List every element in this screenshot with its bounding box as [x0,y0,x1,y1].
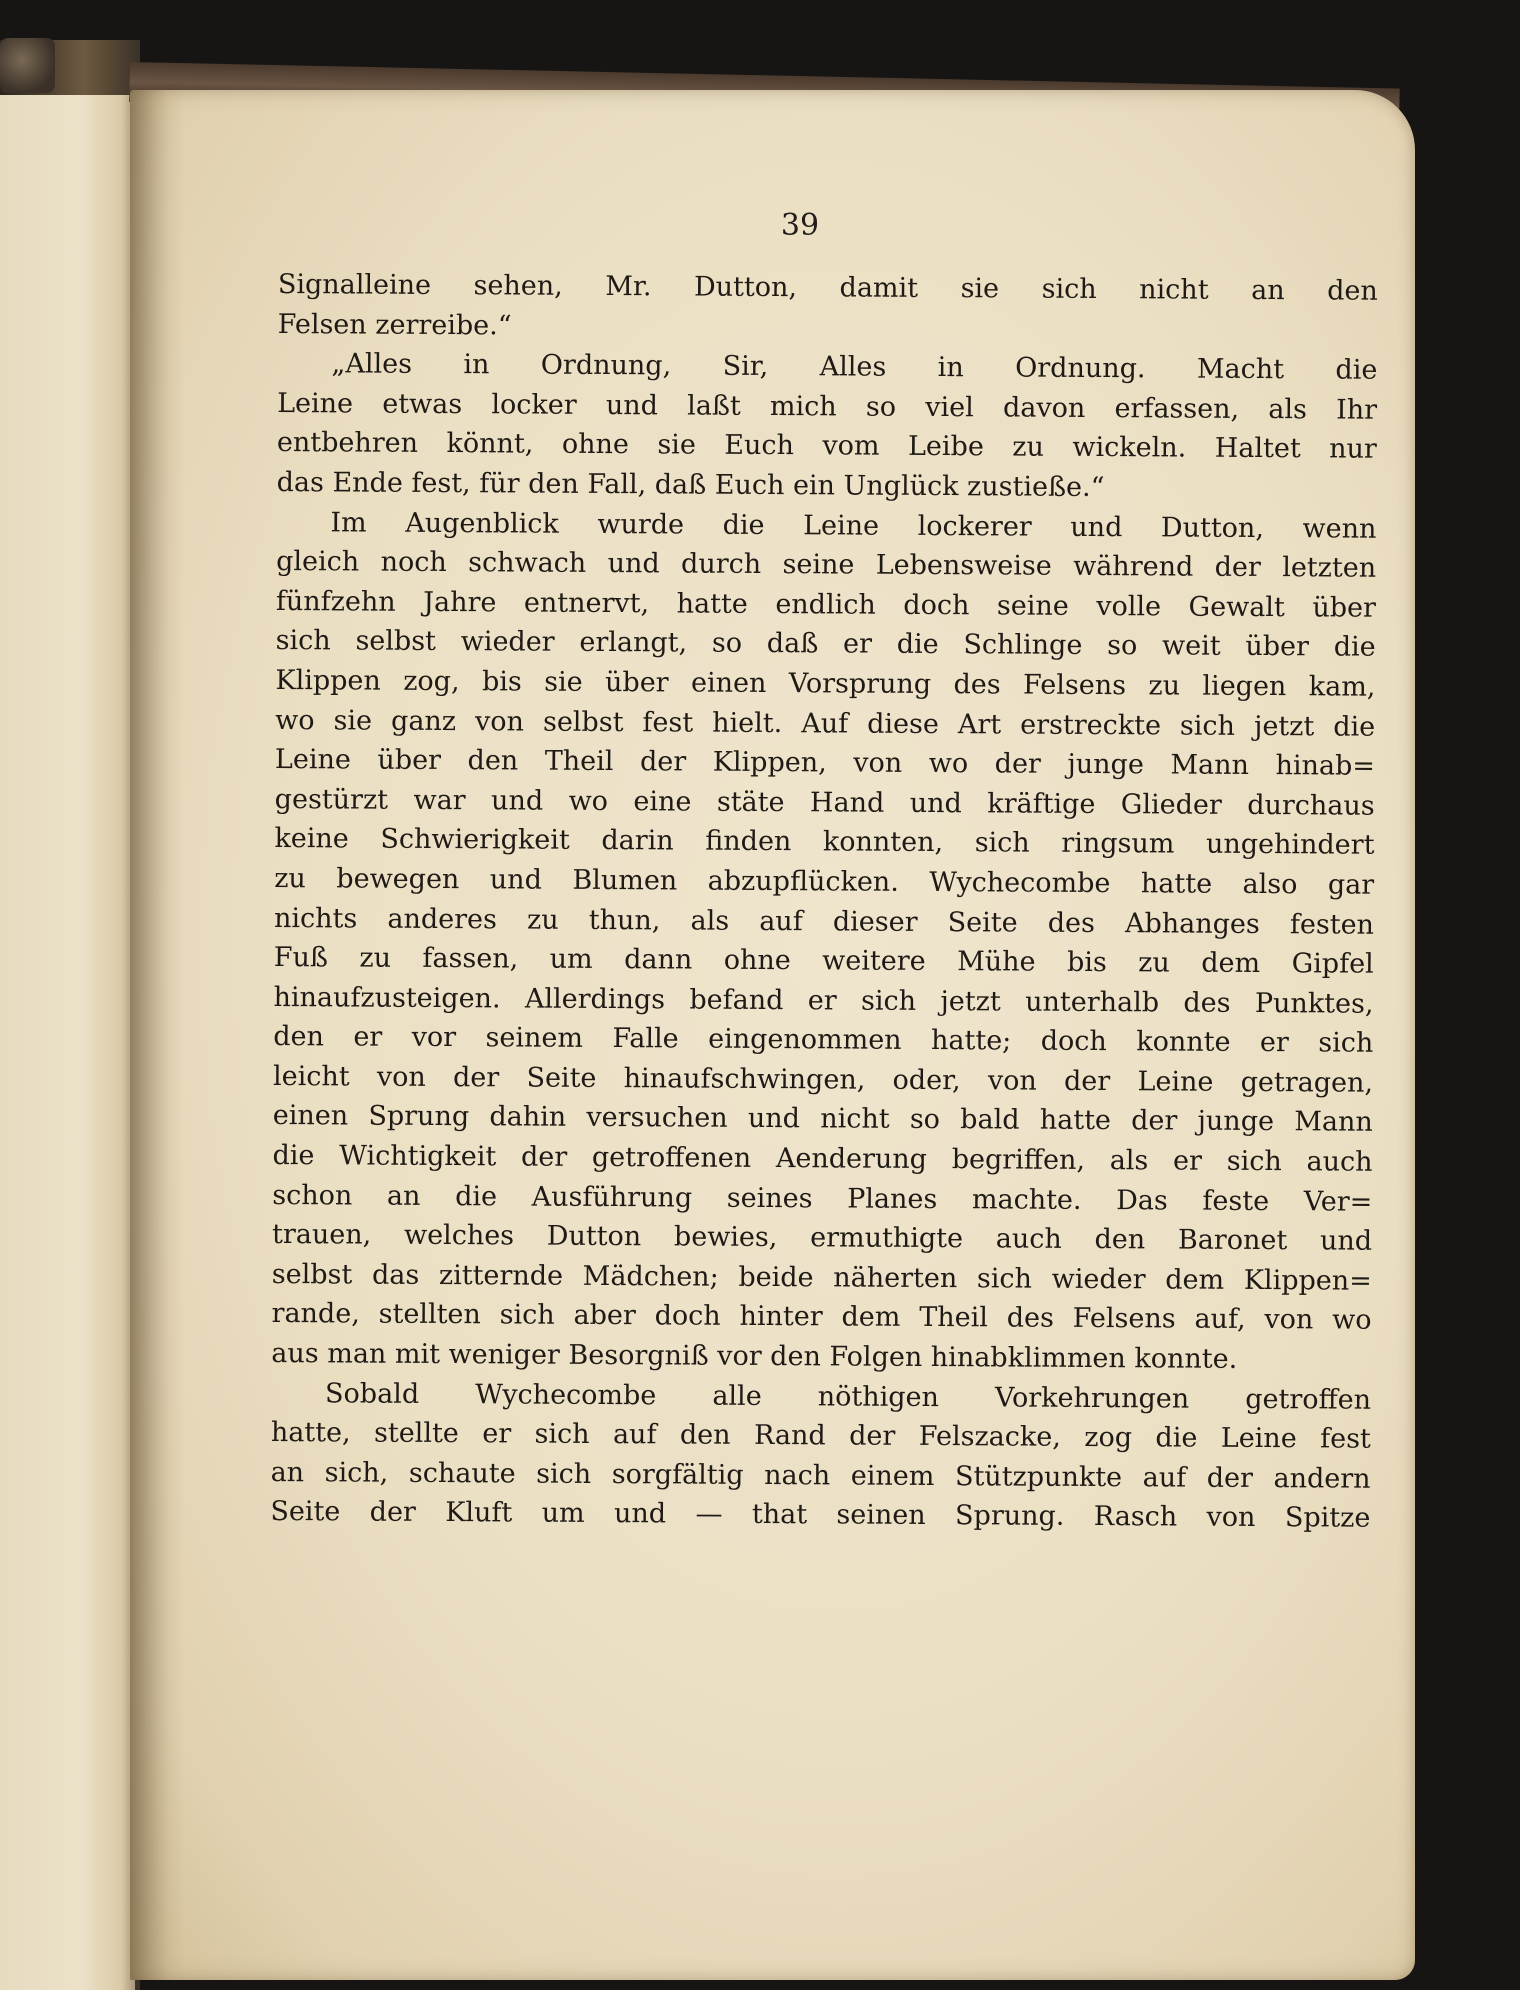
text-line: die Wichtigkeit der getroffenen Aenderung begriffen, als er sich auch [272,1140,1373,1178]
binding-corner [0,38,55,93]
text-line: an sich, schaute sich sorgfältig nach einem Stützpunkte auf der andern [270,1456,1371,1495]
text-line: trauen, welches Dutton bewies, ermuthigte auch den Baronet und [271,1219,1373,1257]
left-page-edge [0,95,135,1990]
text-line: Signalleine sehen, Mr. Dutton, damit sie sich nicht an den [277,268,1378,307]
text-line: den er vor seinem Falle eingenommen hatte; doch konnte er sich [273,1021,1374,1059]
text-line: wo sie ganz von selbst fest hielt. Auf diese Art erstreckte sich jetzt die [275,704,1376,743]
text-line: selbst das zitternde Mädchen; beide näherten sich wieder dem Klippen= [271,1258,1372,1297]
text-line: Im Augenblick wurde die Leine lockerer und Dutton, wenn [330,506,1377,545]
text-line: fünfzehn Jahre entnervt, hatte endlich doch seine volle Gewalt über [275,585,1377,624]
text-line: keine Schwierigkeit darin finden konnten, sich ringsum ungehindert [274,823,1375,862]
text-line: aus man mit weniger Besorgniß vor den Folgen hinabklimmen konnte. [271,1338,1238,1375]
text-line: das Ende fest, für den Fall, daß Euch ein Unglück zustieße.“ [276,466,1105,504]
gutter-shadow [130,90,185,1980]
text-line: Leine über den Theil der Klippen, von wo der junge Mann hinab= [274,744,1376,782]
text-line: Klippen zog, bis sie über einen Vorsprung des Felsens zu liegen kam, [275,664,1376,703]
text-line: rande, stellten sich aber doch hinter dem Theil des Felsens auf, von wo [271,1298,1372,1337]
text-line: hinaufzusteigen. Allerdings befand er sich jetzt unterhalb des Punktes, [273,981,1374,1020]
text-line: nichts anderes zu thun, als auf dieser Seite des Abhanges festen [273,902,1375,941]
page-number: 39 [780,208,820,243]
text-line: Seite der Kluft um und — that seinen Sprung. Rasch von Spitze [270,1496,1371,1535]
text-line: schon an die Ausführung seines Planes machte. Das feste Ver= [272,1179,1373,1218]
book-page [130,90,1415,1980]
text-line: entbehren könnt, ohne sie Euch vom Leibe zu wickeln. Haltet nur [276,427,1377,466]
text-line: einen Sprung dahin versuchen und nicht so bald hatte der junge Mann [272,1100,1373,1139]
text-line: gleich noch schwach und durch seine Lebensweise während der letzten [276,546,1377,584]
text-line: sich selbst wieder erlangt, so daß er die Schlinge so weit über die [275,625,1376,664]
text-line: Sobald Wychecombe alle nöthigen Vorkehrungen getroffen [325,1377,1372,1416]
text-line: „Alles in Ordnung, Sir, Alles in Ordnung. Macht die [331,348,1378,386]
text-line: gestürzt war und wo eine stäte Hand und kräftige Glieder durchaus [274,783,1375,822]
text-line: leicht von der Seite hinaufschwingen, oder, von der Leine getragen, [272,1060,1374,1099]
text-line: hatte, stellte er sich auf den Rand der Felszacke, zog die Leine fest [270,1417,1371,1455]
body-text [270,265,1378,1539]
text-line: Felsen zerreibe.“ [277,308,512,342]
text-line: zu bewegen und Blumen abzupflücken. Wychecombe hatte also gar [274,862,1375,901]
text-line: Leine etwas locker und laßt mich so viel davon erfassen, als Ihr [277,387,1378,426]
text-line: Fuß zu fassen, um dann ohne weitere Mühe bis zu dem Gipfel [273,942,1374,980]
